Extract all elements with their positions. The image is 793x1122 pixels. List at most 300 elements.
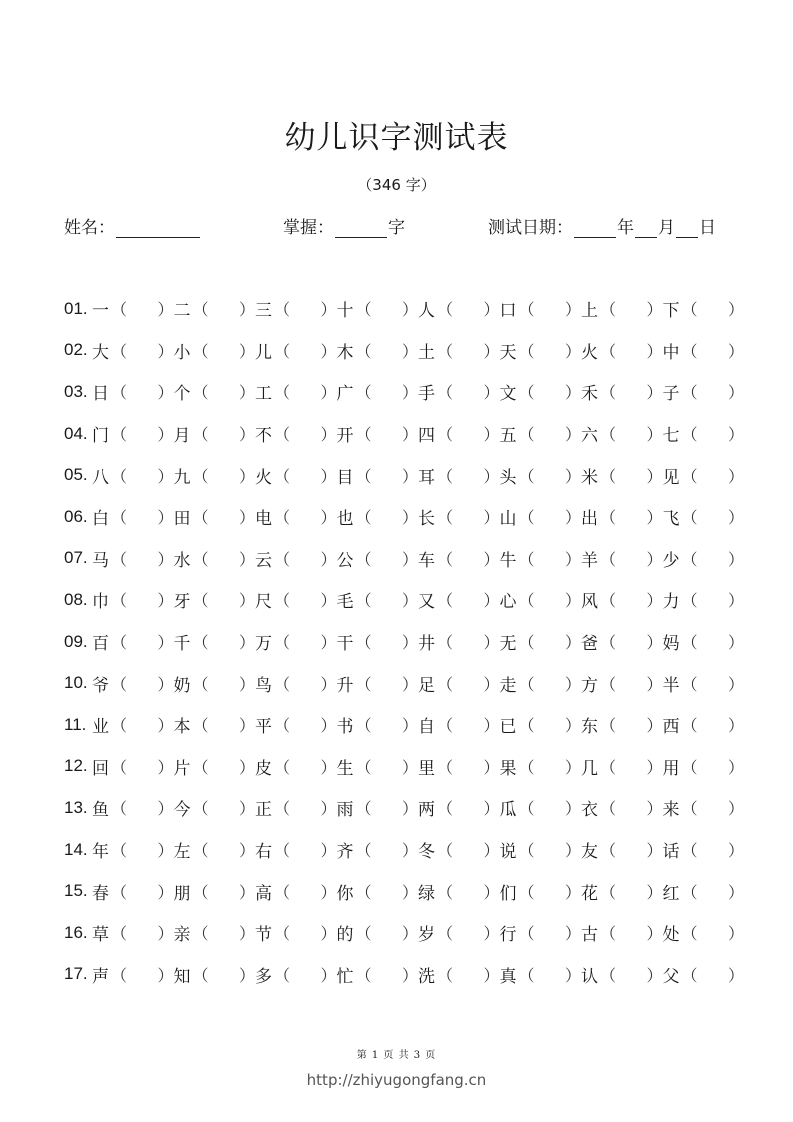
char-cell [255,754,337,779]
char-cell [92,296,174,321]
answer-blank[interactable]: （ ） [273,674,337,694]
char-label: 长 [418,509,435,530]
answer-blank[interactable]: （ ） [681,341,744,361]
answer-blank[interactable]: （ ） [355,466,418,486]
char-cell [174,338,256,363]
answer-blank[interactable]: （ ） [355,549,418,569]
char-row [64,496,744,538]
answer-blank[interactable]: （ ） [355,300,418,320]
answer-blank[interactable]: （ ） [273,799,337,819]
answer-blank[interactable]: （ ） [273,383,337,403]
char-label: 冬 [418,842,435,863]
char-cell [174,795,256,820]
char-label: 朋 [173,883,191,904]
char-cell [255,920,337,945]
row-number: 07. [64,548,88,568]
answer-blank[interactable]: （ ） [192,300,255,320]
char-label: 鱼 [92,800,109,821]
char-cell [581,587,663,612]
char-label: 足 [418,675,435,696]
name-blank[interactable] [116,219,200,238]
char-label: 两 [418,800,435,821]
char-label: 开 [336,426,354,447]
char-label: 奶 [173,675,191,696]
answer-blank[interactable]: （ ） [436,841,500,861]
char-cell [174,587,256,612]
char-cell [418,421,500,446]
answer-blank[interactable]: （ ） [681,549,744,569]
answer-blank[interactable]: （ ） [681,300,744,320]
answer-blank[interactable]: （ ） [110,882,174,902]
answer-blank[interactable]: （ ） [436,466,500,486]
char-label: 公 [336,550,354,571]
char-label: 六 [581,426,598,447]
char-cell [418,837,500,862]
answer-blank[interactable]: （ ） [599,841,663,861]
answer-blank[interactable]: （ ） [599,674,663,694]
answer-blank[interactable]: （ ） [355,383,418,403]
char-cell [663,546,745,571]
answer-blank[interactable]: （ ） [192,757,255,777]
char-label: 处 [662,925,680,946]
char-label: 尺 [255,592,272,613]
answer-blank[interactable]: （ ） [518,341,581,361]
char-label: 下 [662,301,680,322]
row-number: 10. [64,673,88,693]
answer-blank[interactable]: （ ） [273,757,337,777]
char-cell [337,712,419,737]
answer-blank[interactable]: （ ） [110,466,174,486]
char-label: 用 [662,758,680,779]
char-cell [337,421,419,446]
char-cell [663,837,745,862]
answer-blank[interactable]: （ ） [599,965,663,985]
char-cell [663,504,745,529]
row-number: 01. [64,298,88,318]
char-cell [337,754,419,779]
char-label: 齐 [336,842,354,863]
day-label: 日 [699,218,716,238]
answer-blank[interactable]: （ ） [192,924,255,944]
answer-blank[interactable]: （ ） [518,633,581,653]
char-label: 马 [92,550,109,571]
answer-blank[interactable]: （ ） [599,799,663,819]
answer-blank[interactable]: （ ） [110,300,174,320]
char-label: 春 [92,883,109,904]
char-label: 一 [92,301,109,322]
answer-blank[interactable]: （ ） [518,757,581,777]
char-label: 也 [336,509,354,530]
answer-blank[interactable]: （ ） [355,425,418,445]
char-label: 三 [255,301,272,322]
char-cell [92,795,174,820]
answer-blank[interactable]: （ ） [518,300,581,320]
char-label: 日 [92,384,109,405]
answer-blank[interactable]: （ ） [355,841,418,861]
answer-blank[interactable]: （ ） [273,591,337,611]
answer-blank[interactable]: （ ） [192,841,255,861]
char-cell [663,463,745,488]
answer-blank[interactable]: （ ） [273,965,337,985]
char-label: 目 [336,467,354,488]
name-field [64,214,201,238]
answer-blank[interactable]: （ ） [110,508,174,528]
char-cell [92,338,174,363]
char-label: 古 [581,925,598,946]
char-label: 头 [499,467,517,488]
char-label: 知 [173,966,191,987]
char-cell [174,712,256,737]
char-cell [255,504,337,529]
char-cell [500,754,582,779]
char-label: 果 [499,758,517,779]
answer-blank[interactable]: （ ） [436,591,500,611]
char-label: 中 [662,342,680,363]
char-label: 文 [499,384,517,405]
char-cell [581,421,663,446]
answer-blank[interactable]: （ ） [192,882,255,902]
answer-blank[interactable]: （ ） [110,341,174,361]
char-label: 忙 [336,966,354,987]
char-cell [581,962,663,987]
char-label: 回 [92,758,109,779]
char-label: 鸟 [255,675,272,696]
answer-blank[interactable]: （ ） [599,425,663,445]
char-label: 小 [173,342,191,363]
answer-blank[interactable]: （ ） [355,716,418,736]
char-label: 又 [418,592,435,613]
answer-blank[interactable]: （ ） [518,799,581,819]
char-cell [500,546,582,571]
answer-blank[interactable]: （ ） [436,383,500,403]
answer-blank[interactable]: （ ） [192,425,255,445]
answer-blank[interactable]: （ ） [355,633,418,653]
char-cell [581,338,663,363]
char-label: 友 [581,842,598,863]
answer-blank[interactable]: （ ） [436,716,500,736]
answer-blank[interactable]: （ ） [599,549,663,569]
answer-blank[interactable]: （ ） [192,591,255,611]
char-cell [663,754,745,779]
char-label: 禾 [581,384,598,405]
char-cell [337,546,419,571]
char-cell [581,629,663,654]
char-cell [337,379,419,404]
char-cell [337,920,419,945]
answer-blank[interactable]: （ ） [681,425,744,445]
char-cell [255,296,337,321]
answer-blank[interactable]: （ ） [599,341,663,361]
answer-blank[interactable]: （ ） [681,841,744,861]
char-row [64,912,744,954]
answer-blank[interactable]: （ ） [436,924,500,944]
answer-blank[interactable]: （ ） [681,508,744,528]
char-cell [337,879,419,904]
answer-blank[interactable]: （ ） [192,508,255,528]
answer-blank[interactable]: （ ） [599,757,663,777]
answer-blank[interactable]: （ ） [273,425,337,445]
answer-blank[interactable]: （ ） [599,508,663,528]
row-number: 14. [64,839,88,859]
month-blank[interactable] [635,219,657,238]
answer-blank[interactable]: （ ） [599,591,663,611]
answer-blank[interactable]: （ ） [681,882,744,902]
char-label: 多 [255,966,272,987]
char-row [64,288,744,330]
char-label: 山 [499,509,517,530]
char-label: 本 [173,717,191,738]
char-label: 四 [418,426,435,447]
answer-blank[interactable]: （ ） [436,757,500,777]
char-label: 牛 [499,550,517,571]
char-cell [418,296,500,321]
answer-blank[interactable]: （ ） [273,341,337,361]
answer-blank[interactable]: （ ） [599,924,663,944]
char-cell [174,421,256,446]
char-cell [337,837,419,862]
char-row [64,662,744,704]
char-label: 声 [92,966,109,987]
answer-blank[interactable]: （ ） [436,633,500,653]
char-label: 父 [662,966,680,987]
char-label: 行 [499,925,517,946]
char-label: 米 [581,467,598,488]
answer-blank[interactable]: （ ） [518,716,581,736]
answer-blank[interactable]: （ ） [110,841,174,861]
answer-blank[interactable]: （ ） [599,466,663,486]
answer-blank[interactable]: （ ） [192,383,255,403]
answer-blank[interactable]: （ ） [518,425,581,445]
char-cell [92,837,174,862]
char-cell [92,629,174,654]
char-cell [92,546,174,571]
answer-blank[interactable]: （ ） [436,425,500,445]
answer-blank[interactable]: （ ） [681,383,744,403]
answer-blank[interactable]: （ ） [192,674,255,694]
month-label: 月 [658,218,675,238]
answer-blank[interactable]: （ ） [110,591,174,611]
char-label: 力 [662,592,680,613]
char-cell [255,338,337,363]
char-label: 耳 [418,467,435,488]
char-cell [418,920,500,945]
char-row [64,621,744,663]
char-cell [663,296,745,321]
char-cell [663,962,745,987]
char-cell [337,587,419,612]
answer-blank[interactable]: （ ） [273,466,337,486]
answer-blank[interactable]: （ ） [273,716,337,736]
answer-blank[interactable]: （ ） [599,300,663,320]
answer-blank[interactable]: （ ） [273,924,337,944]
answer-blank[interactable]: （ ） [436,549,500,569]
answer-blank[interactable]: （ ） [273,841,337,861]
row-number: 05. [64,465,88,485]
answer-blank[interactable]: （ ） [355,674,418,694]
grasp-blank[interactable] [335,219,387,238]
answer-blank[interactable]: （ ） [518,508,581,528]
answer-blank[interactable]: （ ） [518,591,581,611]
answer-blank[interactable]: （ ） [518,924,581,944]
answer-blank[interactable]: （ ） [355,965,418,985]
answer-blank[interactable]: （ ） [681,799,744,819]
char-label: 正 [255,800,272,821]
year-label: 年 [617,218,634,238]
answer-blank[interactable]: （ ） [110,425,174,445]
answer-blank[interactable]: （ ） [436,341,500,361]
day-blank[interactable] [676,219,698,238]
char-cell [92,504,174,529]
answer-blank[interactable]: （ ） [436,882,500,902]
char-label: 自 [418,717,435,738]
char-cell [174,920,256,945]
char-cell [418,754,500,779]
char-label: 月 [173,426,191,447]
answer-blank[interactable]: （ ） [355,757,418,777]
answer-blank[interactable]: （ ） [110,757,174,777]
char-label: 节 [255,925,272,946]
answer-blank[interactable]: （ ） [110,549,174,569]
answer-blank[interactable]: （ ） [436,674,500,694]
answer-blank[interactable]: （ ） [436,799,500,819]
date-field [488,214,716,238]
answer-blank[interactable]: （ ） [681,757,744,777]
answer-blank[interactable]: （ ） [192,341,255,361]
answer-blank[interactable]: （ ） [273,508,337,528]
answer-blank[interactable]: （ ） [273,549,337,569]
char-cell [255,629,337,654]
char-cell [418,379,500,404]
answer-blank[interactable]: （ ） [599,716,663,736]
answer-blank[interactable]: （ ） [110,633,174,653]
answer-blank[interactable]: （ ） [681,924,744,944]
char-cell [418,879,500,904]
char-cell [581,795,663,820]
answer-blank[interactable]: （ ） [518,466,581,486]
answer-blank[interactable]: （ ） [518,383,581,403]
answer-blank[interactable]: （ ） [681,965,744,985]
char-label: 半 [662,675,680,696]
char-cell [255,546,337,571]
answer-blank[interactable]: （ ） [192,716,255,736]
char-cell [92,421,174,446]
answer-blank[interactable]: （ ） [192,799,255,819]
answer-blank[interactable]: （ ） [681,633,744,653]
answer-blank[interactable]: （ ） [192,549,255,569]
answer-blank[interactable]: （ ） [518,674,581,694]
char-label: 子 [662,384,680,405]
char-label: 草 [92,925,109,946]
char-cell [418,504,500,529]
char-label: 上 [581,301,598,322]
answer-blank[interactable]: （ ） [355,924,418,944]
char-label: 出 [581,509,598,530]
char-cell [500,587,582,612]
answer-blank[interactable]: （ ） [110,799,174,819]
char-label: 干 [336,634,354,655]
char-label: 水 [173,550,191,571]
answer-blank[interactable]: （ ） [192,466,255,486]
answer-blank[interactable]: （ ） [192,965,255,985]
answer-blank[interactable]: （ ） [110,965,174,985]
answer-blank[interactable]: （ ） [436,965,500,985]
answer-blank[interactable]: （ ） [110,924,174,944]
char-cell [174,296,256,321]
answer-blank[interactable]: （ ） [599,882,663,902]
char-label: 爷 [92,675,109,696]
site-url: http://zhiyugongfang.cn [306,1071,487,1089]
answer-blank[interactable]: （ ） [681,716,744,736]
char-row [64,870,744,912]
char-label: 八 [92,467,109,488]
char-label: 洗 [418,966,435,987]
answer-blank[interactable]: （ ） [436,300,500,320]
answer-blank[interactable]: （ ） [192,633,255,653]
answer-blank[interactable]: （ ） [518,841,581,861]
char-cell [500,920,582,945]
char-label: 个 [173,384,191,405]
char-label: 红 [662,883,680,904]
answer-blank[interactable]: （ ） [681,591,744,611]
answer-blank[interactable]: （ ） [355,799,418,819]
answer-blank[interactable]: （ ） [681,674,744,694]
char-label: 右 [255,842,272,863]
char-label: 巾 [92,592,109,613]
char-label: 十 [336,301,354,322]
answer-blank[interactable]: （ ） [436,508,500,528]
char-label: 口 [499,301,517,322]
answer-blank[interactable]: （ ） [355,508,418,528]
char-cell [500,504,582,529]
char-label: 花 [581,883,598,904]
char-label: 云 [255,550,272,571]
answer-blank[interactable]: （ ） [110,716,174,736]
char-label: 年 [92,842,109,863]
char-cell [663,379,745,404]
year-blank[interactable] [574,219,616,238]
char-label: 七 [662,426,680,447]
answer-blank[interactable]: （ ） [681,466,744,486]
char-label: 真 [499,966,517,987]
answer-blank[interactable]: （ ） [518,882,581,902]
answer-blank[interactable]: （ ） [355,882,418,902]
char-label: 东 [581,717,598,738]
char-cell [418,629,500,654]
answer-blank[interactable]: （ ） [599,633,663,653]
char-cell [581,463,663,488]
answer-blank[interactable]: （ ） [518,965,581,985]
row-number: 06. [64,506,88,526]
answer-blank[interactable]: （ ） [273,882,337,902]
answer-blank[interactable]: （ ） [273,300,337,320]
answer-blank[interactable]: （ ） [355,591,418,611]
answer-blank[interactable]: （ ） [273,633,337,653]
char-label: 话 [662,842,680,863]
char-label: 亲 [173,925,191,946]
answer-blank[interactable]: （ ） [110,674,174,694]
answer-blank[interactable]: （ ） [110,383,174,403]
char-cell [581,671,663,696]
char-label: 岁 [418,925,435,946]
char-label: 门 [92,426,109,447]
char-cell [500,421,582,446]
char-cell [174,879,256,904]
answer-blank[interactable]: （ ） [518,549,581,569]
answer-blank[interactable]: （ ） [599,383,663,403]
answer-blank[interactable]: （ ） [355,341,418,361]
char-cell [92,962,174,987]
char-label: 来 [662,800,680,821]
